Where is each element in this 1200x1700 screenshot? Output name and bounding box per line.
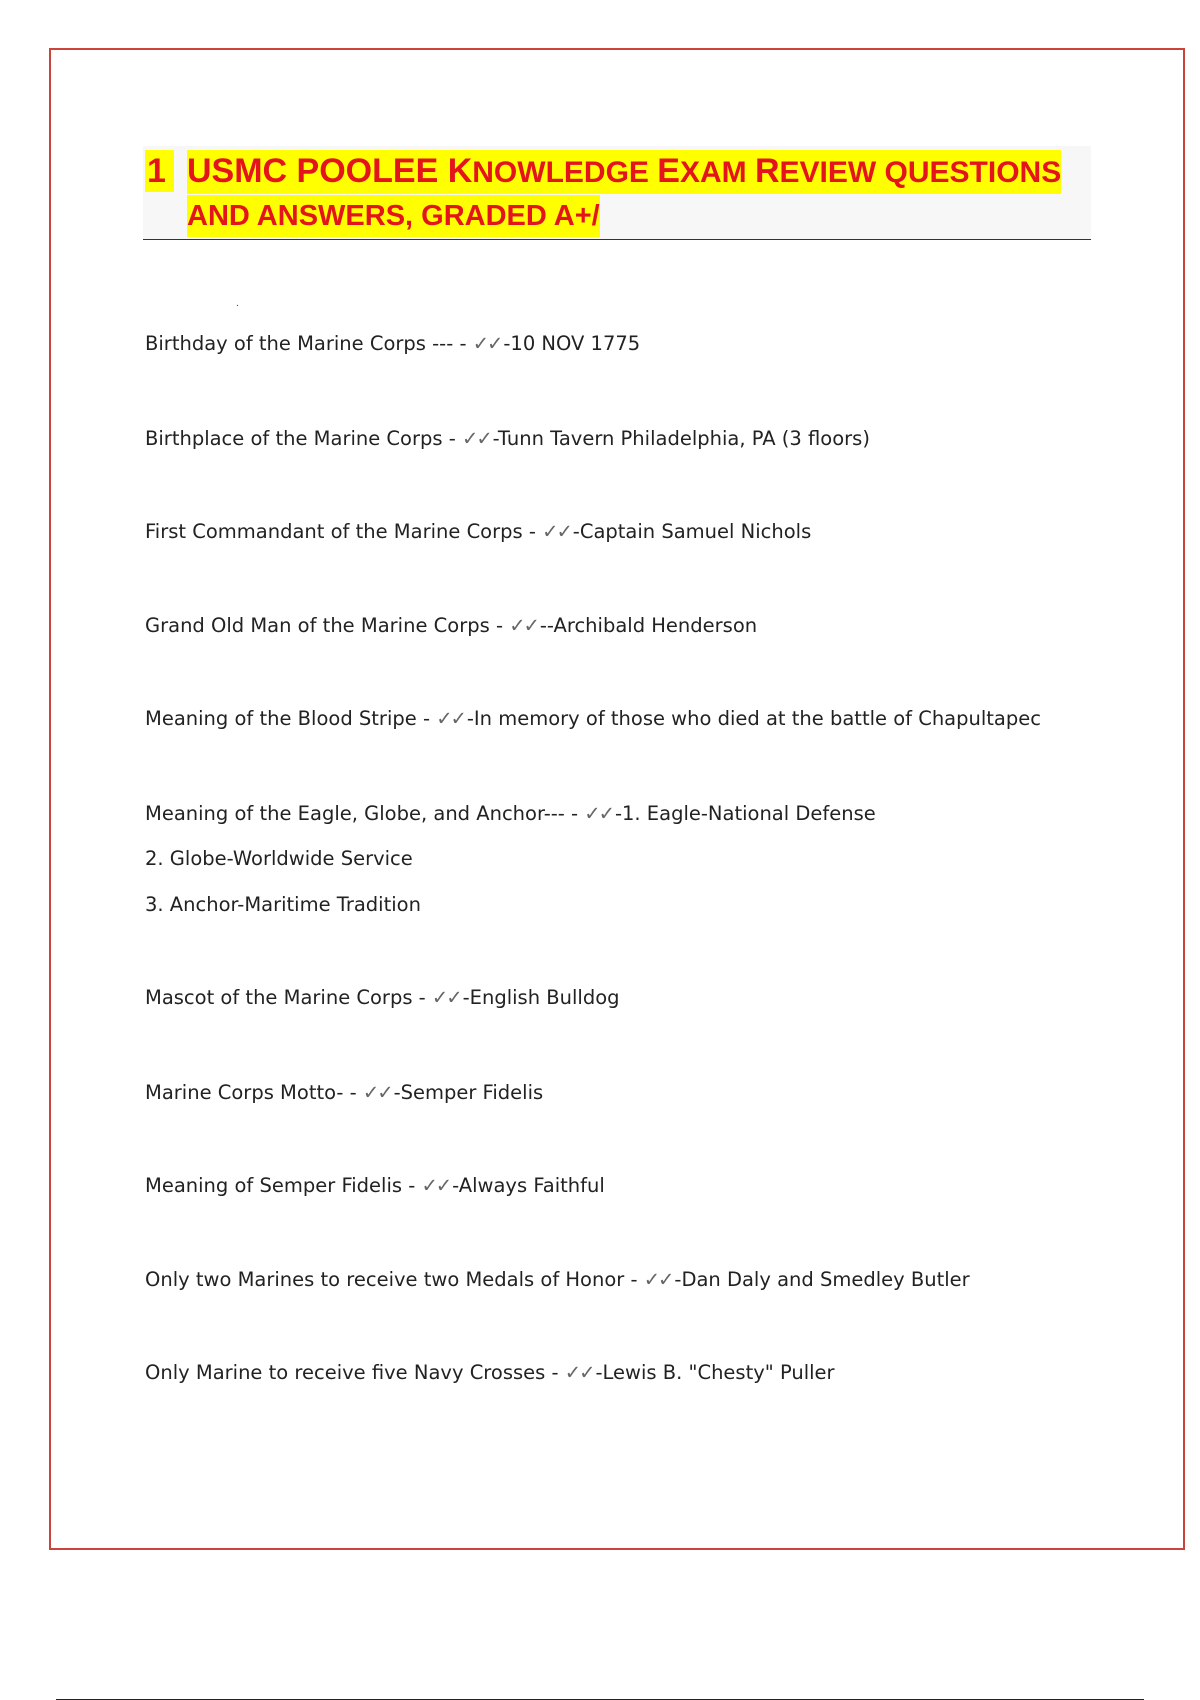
question: Only Marine to receive five Navy Crosses - (145, 1361, 565, 1384)
qa-item-motto (145, 1081, 543, 1105)
document-title (143, 146, 1091, 240)
qa-item-grand-old-man (145, 614, 757, 638)
qa-item-ega (145, 802, 876, 826)
answer: -Dan Daly and Smedley Butler (674, 1268, 970, 1291)
question: Meaning of Semper Fidelis - (145, 1174, 422, 1197)
answer: -Lewis B. "Chesty" Puller (595, 1361, 835, 1384)
title-line-1: USMC POOLEE KNOWLEDGE EXAM REVIEW QUESTIONS (187, 150, 1061, 194)
check-icon: ✓✓ (421, 1174, 451, 1197)
check-icon: ✓✓ (436, 707, 465, 730)
question: Meaning of the Blood Stripe - (145, 707, 437, 730)
qa-item-semper-fi (145, 1174, 605, 1198)
qa-item-mascot (145, 986, 620, 1010)
answer: 2. Globe-Worldwide Service (145, 847, 413, 870)
answer: -1. Eagle-National Defense (614, 802, 876, 825)
qa-item-blood-stripe (145, 707, 1041, 731)
check-icon: ✓✓ (643, 1268, 673, 1291)
question: Marine Corps Motto- - (145, 1081, 363, 1104)
answer: -Always Faithful (452, 1174, 605, 1197)
answer: -English Bulldog (462, 986, 620, 1009)
answer: -Semper Fidelis (393, 1081, 544, 1104)
check-icon: ✓✓ (431, 986, 461, 1009)
qa-item-ega-2 (145, 847, 413, 871)
page-border (49, 48, 1185, 1550)
answer: -In memory of those who died at the battle of Chapultapec (466, 707, 1041, 730)
question: Birthplace of the Marine Corps - (145, 427, 462, 450)
qa-item-birthday (145, 332, 640, 356)
answer: -10 NOV 1775 (503, 332, 641, 355)
title-big: USMC POOLEE (187, 152, 448, 190)
title-number: 1 (145, 150, 174, 192)
answer: --Archibald Henderson (539, 614, 758, 637)
question: Mascot of the Marine Corps - (145, 986, 432, 1009)
stray-dot: . (236, 298, 239, 309)
check-icon: ✓✓ (542, 520, 571, 543)
qa-item-two-medals (145, 1268, 970, 1292)
check-icon: ✓✓ (584, 802, 613, 825)
check-icon: ✓✓ (362, 1081, 392, 1104)
qa-item-first-commandant (145, 520, 811, 544)
check-icon: ✓✓ (461, 427, 491, 450)
question: Grand Old Man of the Marine Corps - (145, 614, 510, 637)
question: Birthday of the Marine Corps --- - (145, 332, 473, 355)
title-line-2: AND ANSWERS, GRADED A+/ (187, 195, 600, 237)
qa-item-ega-3 (145, 893, 421, 917)
question: Only two Marines to receive two Medals of Honor - (145, 1268, 644, 1291)
question: First Commandant of the Marine Corps - (145, 520, 543, 543)
check-icon: ✓✓ (472, 332, 502, 355)
question: Meaning of the Eagle, Globe, and Anchor--- - (145, 802, 585, 825)
qa-item-birthplace (145, 427, 870, 451)
answer: 3. Anchor-Maritime Tradition (145, 893, 421, 916)
check-icon: ✓✓ (509, 614, 538, 637)
answer: -Tunn Tavern Philadelphia, PA (3 floors) (492, 427, 870, 450)
answer: -Captain Samuel Nichols (572, 520, 812, 543)
check-icon: ✓✓ (564, 1361, 594, 1384)
qa-item-navy-crosses (145, 1361, 835, 1385)
